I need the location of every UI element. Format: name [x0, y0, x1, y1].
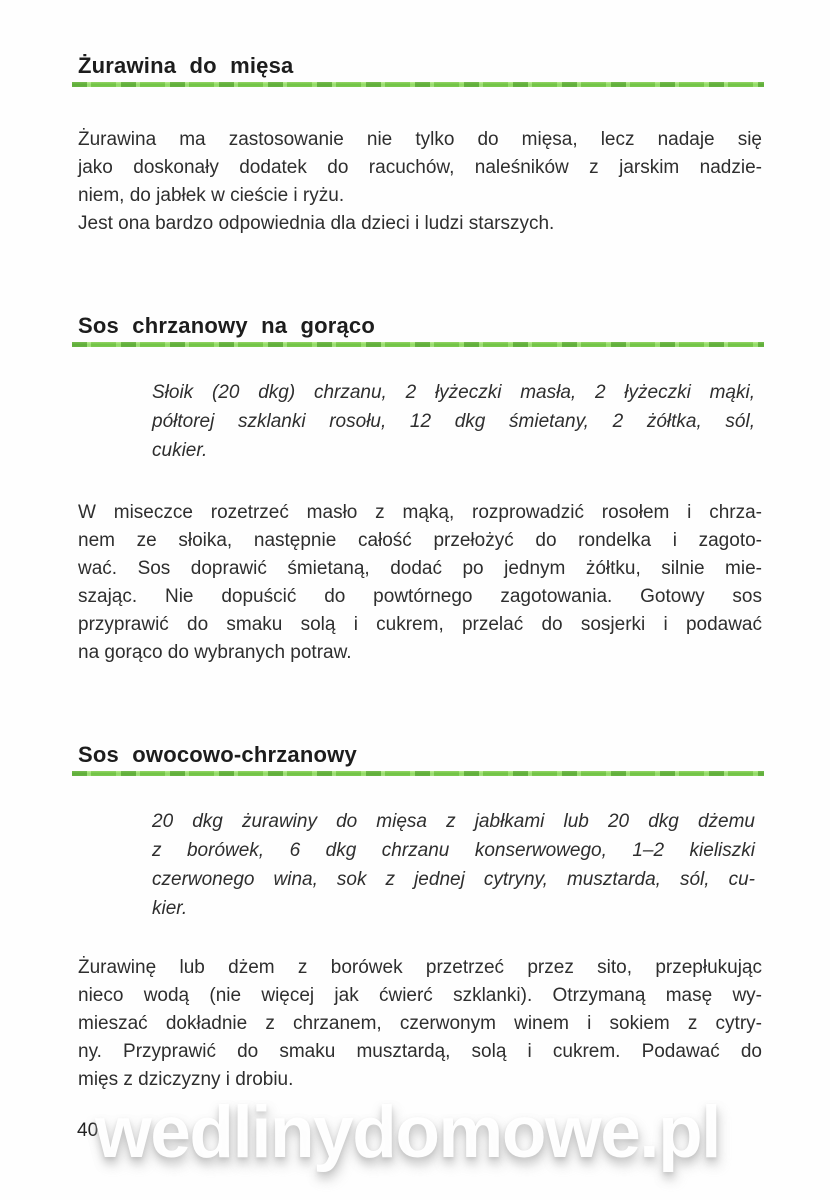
ingredients-paragraph: Słoik (20 dkg) chrzanu, 2 łyżeczki masła, 2 łyżeczki mąki, półtorej szklanki rosołu, 12 dkg śmietany, 2 żółtka, sól, cukier. [152, 382, 755, 461]
watermark-wedlinydomowe: wedlinydomowe.pl [95, 1092, 720, 1173]
green-underline-rule [72, 82, 764, 87]
page-content [78, 0, 762, 1094]
note-paragraph: Jest ona bardzo odpowiednia dla dzieci i ludzi starszych. [78, 213, 555, 234]
intro-paragraph: Żurawina ma zastosowanie nie tylko do mięsa, lecz nadaje się jako doskonały dodatek do racuchów, naleśników z jarskim nadzie- niem, do jabłek w cieście i ryżu. [78, 129, 762, 206]
section-sos-owocowo-chrzanowy [78, 742, 762, 1094]
section-zurawina-do-miesa [78, 0, 762, 238]
method-paragraph: Żurawinę lub dżem z borówek przetrzeć przez sito, przepłukując nieco wodą (nie więcej jak ćwierć szklanki). Otrzymaną masę wy- mieszać dokładnie z chrzanem, czerwonym winem i sokiem z cytry- ny. Przyprawić do smaku musztardą, solą i cukrem. Podawać do mięs z dziczyzny i drobiu. [78, 957, 762, 1090]
method-paragraph: W miseczce rozetrzeć masło z mąką, rozprowadzić rosołem i chrza- nem ze słoika, następnie całość przełożyć do rondelka i zagoto- wać. Sos doprawić śmietaną, dodać po jednym żółtku, silnie mie- szając. Nie dopuścić do powtórnego zagotowania. Gotowy sos przyprawić do smaku solą i cukrem, przelać do sosjerki i podawać na gorąco do wybranych potraw. [78, 502, 762, 663]
section-title: Sos chrzanowy na gorąco [78, 313, 376, 338]
ingredients-paragraph: 20 dkg żurawiny do mięsa z jabłkami lub 20 dkg dżemu z borówek, 6 dkg chrzanu konserwowego, 1–2 kieliszki czerwonego wina, sok z jednej cytryny, musztarda, sól, cu- kier. [152, 811, 755, 919]
section-title: Żurawina do mięsa [78, 53, 294, 78]
green-underline-rule [72, 342, 764, 347]
section-title: Sos owocowo-chrzanowy [78, 742, 357, 767]
green-underline-rule [72, 771, 764, 776]
page-number: 40 [77, 1120, 99, 1141]
section-sos-chrzanowy-na-goraco [78, 313, 762, 667]
